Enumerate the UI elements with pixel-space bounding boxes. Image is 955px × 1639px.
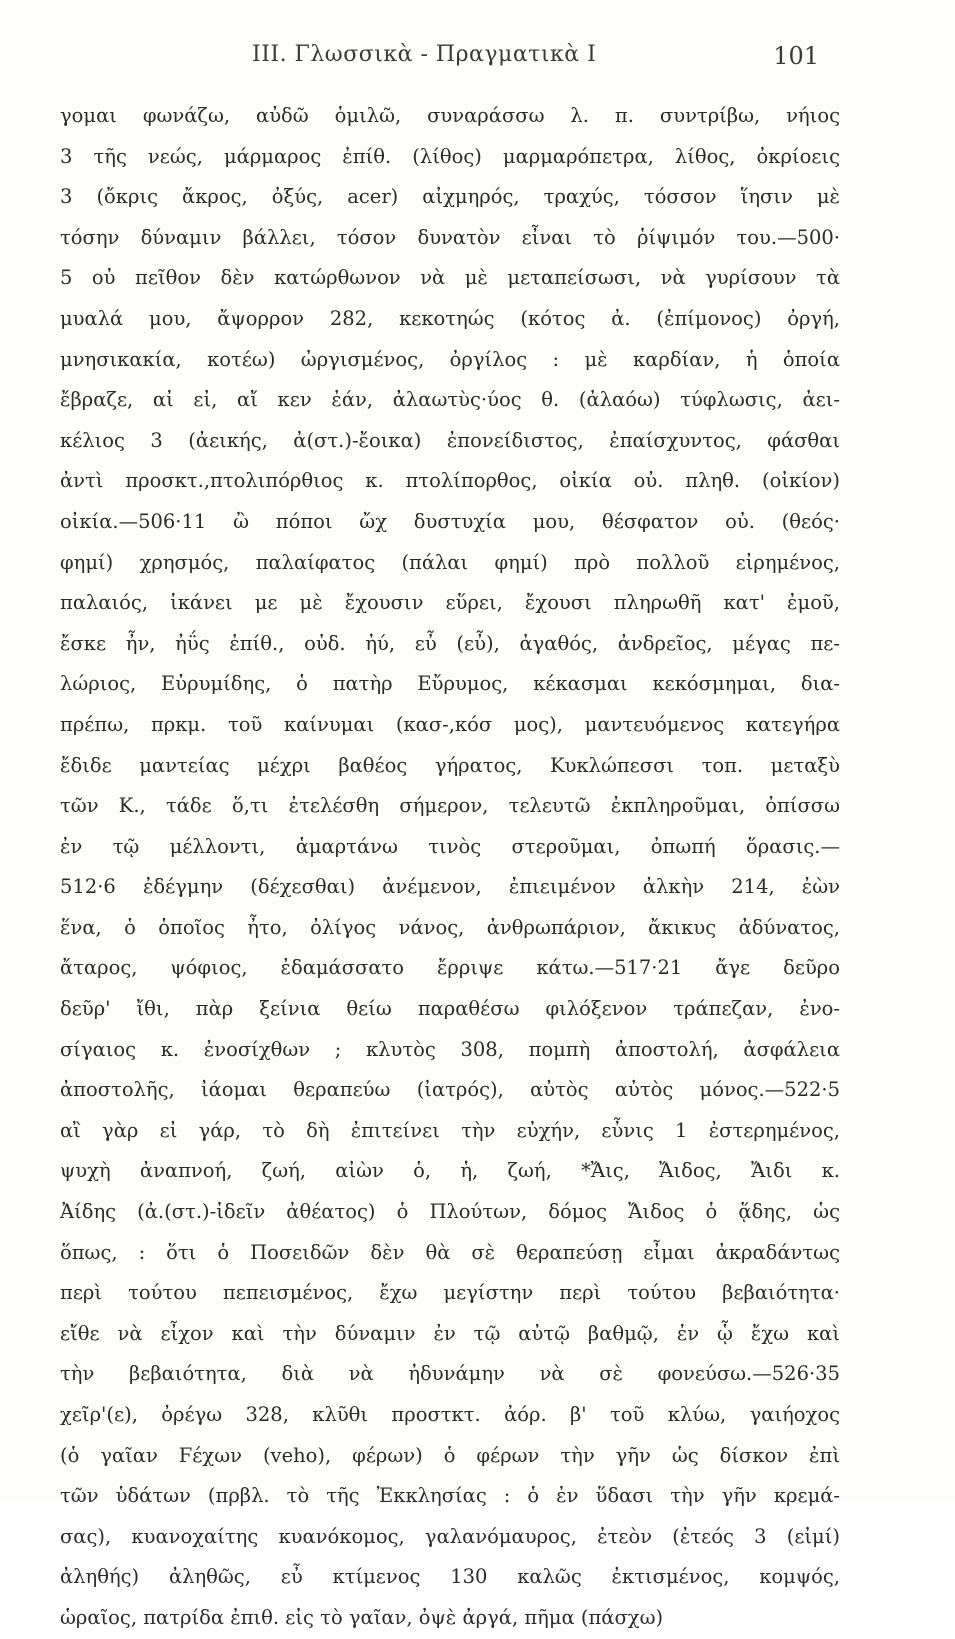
text-line: ἔσκε ἦν, ἠΰς ἐπίθ., οὐδ. ἠύ, εὖ (εὖ), ἀγαθός, ἀνδρεῖος, μέγας πε- (60, 631, 840, 655)
page-number: 101 (773, 42, 819, 70)
text-line: φημί) χρησμός, παλαίφατος (πάλαι φημί) πρὸ πολλοῦ εἰρημένος, (60, 550, 840, 574)
text-line: αἲ γὰρ εἰ γάρ, τὸ δὴ ἐπιτείνει τὴν εὐχήν, εὖνις 1 ἐστερημένος, (60, 1118, 840, 1142)
text-line: ὡραῖος, πατρίδα ἐπιθ. εἰς τὸ γαῖαν, ὀψὲ ἀργά, πῆμα (πάσχω) (60, 1605, 664, 1629)
text-line: ἀποστολῆς, ἰάομαι θεραπεύω (ἰατρός), αὐτὸς αὐτὸς μόνος.—522·5 (60, 1078, 840, 1102)
text-line: πρέπω, πρκμ. τοῦ καίνυμαι (κασ-,κόσ μος), μαντευόμενος κατεγήρα (60, 712, 840, 736)
text-line: 5 οὐ πεῖθον δὲν κατώρθωνον νὰ μὲ μεταπείσωσι, νὰ γυρίσουν τὰ (60, 266, 840, 290)
text-line: μυαλά μου, ἄψορρον 282, κεκοτηώς (κότος ἀ. (ἐπίμονος) ὀργή, (60, 306, 840, 330)
text-line: 3 τῆς νεώς, μάρμαρος ἐπίθ. (λίθος) μαρμαρόπετρα, λίθος, ὀκρίοεις (60, 144, 840, 168)
text-line: σας), κυανοχαίτης κυανόκομος, γαλανόμαυρος, ἐτεὸν (ἐτεός 3 (εἰμί) (60, 1524, 840, 1548)
text-line: ἕνα, ὁ ὁποῖος ἦτο, ὀλίγος νάνος, ἀνθρωπάριον, ἄκικυς ἀδύνατος, (60, 915, 840, 939)
text-line: ὅπως, : ὅτι ὁ Ποσειδῶν δὲν θὰ σὲ θεραπεύσῃ εἶμαι ἀκραδάντως (60, 1240, 840, 1264)
text-line: περὶ τούτου πεπεισμένος, ἔχω μεγίστην περὶ τούτου βεβαιότητα· (60, 1281, 840, 1305)
text-line: μνησικακία, κοτέω) ὠργισμένος, ὀργίλος : μὲ καρδίαν, ἡ ὁποία (60, 347, 840, 371)
text-line: οἰκία.—506·11 ὢ πόποι ὤχ δυστυχία μου, θέσφατον οὐ. (θεός· (60, 509, 840, 533)
text-line: παλαιός, ἱκάνει με μὲ ἔχουσιν εὕρει, ἔχουσι πληρωθῆ κατ' ἐμοῦ, (60, 591, 840, 615)
text-line: ἔδιδε μαντείας μέχρι βαθέος γήρατος, Κυκλώπεσσι τοπ. μεταξὺ (60, 753, 840, 777)
text-line: Ἀίδης (ἀ.(στ.)-ἰδεῖν ἀθέατος) ὁ Πλούτων, δόμος Ἄιδος ὁ ᾅδης, ὡς (60, 1200, 840, 1224)
text-line: τόσην δύναμιν βάλλει, τόσον δυνατὸν εἶναι τὸ ῥίψιμόν του.—500· (60, 225, 840, 249)
text-line: ἐν τῷ μέλλοντι, ἁμαρτάνω τινὸς στεροῦμαι, ὀπωπή ὅρασις.— (60, 834, 840, 858)
text-line: 3 (ὄκρις ἄκρος, ὀξύς, acer) αἰχμηρός, τραχύς, τόσσον ἵησιν μὲ (60, 185, 840, 209)
text-line: ψυχὴ ἀναπνοή, ζωή, αἰὼν ὁ, ἡ, ζωή, *Ἄις, Ἄιδος, Ἄιδι κ. (60, 1159, 840, 1183)
text-line: (ὁ γαῖαν Ϝέχων (veho), φέρων) ὁ φέρων τὴν γῆν ὡς δίσκον ἐπὶ (60, 1443, 840, 1467)
text-line: τῶν ὑδάτων (πρβλ. τὸ τῆς Ἐκκλησίας : ὁ ἐν ὕδασι τὴν γῆν κρεμά- (60, 1484, 840, 1508)
text-line: γομαι φωνάζω, αὐδῶ ὁμιλῶ, συναράσσω λ. π. συντρίβω, νήιος (60, 104, 840, 127)
running-head: III. Γλωσσικὰ - Πραγματικὰ I (252, 42, 597, 67)
text-line: χεῖρ'(ε), ὀρέγω 328, κλῦθι προστκτ. ἀόρ. β' τοῦ κλύω, γαιήοχος (60, 1403, 840, 1426)
text-line: εἴθε νὰ εἶχον καὶ τὴν δύναμιν ἐν τῷ αὐτῷ βαθμῷ, ἐν ᾧ ἔχω καὶ (60, 1321, 840, 1345)
text-line: ἀληθής) ἀληθῶς, εὖ κτίμενος 130 καλῶς ἐκτισμένος, κομψός, (60, 1565, 840, 1589)
text-line: ἄταρος, ψόφιος, ἐδαμάσσατο ἔρριψε κάτω.—517·21 ἄγε δεῦρο (60, 956, 840, 980)
text-line: σίγαιος κ. ἐνοσίχθων ; κλυτὸς 308, πομπὴ ἀποστολή, ἀσφάλεια (60, 1037, 840, 1061)
text-line: δεῦρ' ἴθι, πὰρ ξείνια θείω παραθέσω φιλόξενον τράπεζαν, ἐνο- (60, 997, 840, 1021)
text-line: ἀντὶ προσκτ.,πτολιπόρθιος κ. πτολίπορθος, οἰκία οὐ. πληθ. (οἰκίον) (60, 469, 840, 493)
text-line: τῶν Κ., τάδε ὅ,τι ἐτελέσθη σήμερον, τελευτῶ ἐκπληροῦμαι, ὀπίσσω (60, 794, 840, 818)
text-line: τὴν βεβαιότητα, διὰ νὰ ἠδυνάμην νὰ σὲ φονεύσω.—526·35 (60, 1362, 840, 1386)
text-line: 512·6 ἐδέγμην (δέχεσθαι) ἀνέμενον, ἐπιειμένον ἀλκὴν 214, ἐὼν (60, 875, 840, 899)
commentary-text (60, 96, 840, 1639)
text-line: ἔβραζε, αἰ εἰ, αἴ κεν ἐάν, ἀλαωτὺς·ύος θ. (ἀλαόω) τύφλωσις, ἀει- (60, 388, 840, 412)
text-line: λώριος, Εὐρυμίδης, ὁ πατὴρ Εὔρυμος, κέκασμαι κεκόσμημαι, δια- (60, 672, 840, 696)
text-line: κέλιος 3 (ἀεικής, ἀ(στ.)-ἔοικα) ἐπονείδιστος, ἐπαίσχυντος, φάσθαι (60, 428, 840, 452)
